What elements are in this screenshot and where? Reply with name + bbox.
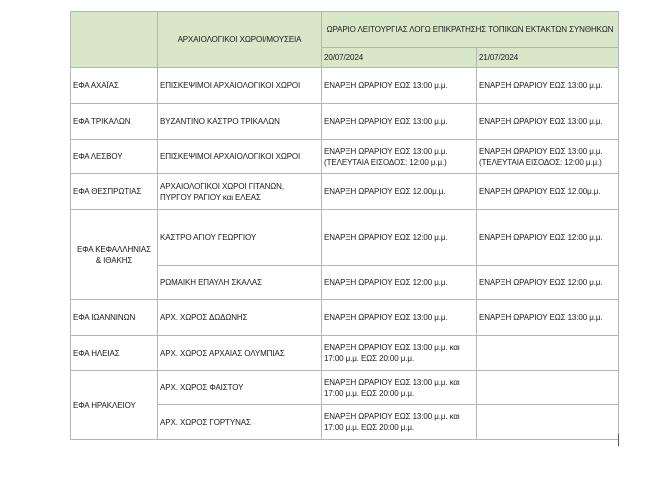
site-cell bbox=[158, 174, 322, 210]
site-cell: ΡΩΜΑΙΚΗ ΕΠΑΥΛΗ ΣΚΑΛΑΣ bbox=[158, 266, 322, 300]
table-row bbox=[71, 104, 619, 140]
efa-cell: ΕΦΑ ΗΡΑΚΛΕΙΟΥ bbox=[71, 371, 158, 440]
efa-line: & ΙΘΑΚΗΣ bbox=[95, 255, 133, 265]
hours-cell-date1: ΕΝΑΡΞΗ ΩΡΑΡΙΟΥ ΕΩΣ 13:00 μ.μ. bbox=[322, 300, 477, 336]
hours-line: (ΤΕΛΕΥΤΑΙΑ ΕΙΣΟΔΟΣ: 12:00 μ.μ.) bbox=[479, 157, 602, 167]
efa-cell: ΕΦΑ ΛΕΣΒΟΥ bbox=[71, 140, 158, 174]
hours-cell-date1: ΕΝΑΡΞΗ ΩΡΑΡΙΟΥ ΕΩΣ 12.00μ.μ. bbox=[322, 174, 477, 210]
efa-cell: ΕΦΑ ΙΩΑΝΝΙΝΩΝ bbox=[71, 300, 158, 336]
header-sites-cell bbox=[158, 12, 322, 68]
header-efa-cell bbox=[71, 12, 158, 68]
hours-cell-date2 bbox=[477, 371, 619, 405]
date-1-label: 20/07/2024 bbox=[324, 53, 364, 62]
table-row bbox=[71, 300, 619, 336]
header-row bbox=[71, 12, 619, 48]
site-cell: ΕΠΙΣΚΕΨΙΜΟΙ ΑΡΧΑΙΟΛΟΓΙΚΟΙ ΧΩΡΟΙ bbox=[158, 68, 322, 104]
site-cell: ΑΡΧ. ΧΩΡΟΣ ΦΑΙΣΤΟΥ bbox=[158, 371, 322, 405]
site-cell: ΑΡΧ. ΧΩΡΟΣ ΔΩΔΩΝΗΣ bbox=[158, 300, 322, 336]
table-row bbox=[71, 140, 619, 174]
efa-line: ΕΦΑ ΚΕΦΑΛΛΗΝΙΑΣ bbox=[76, 244, 151, 254]
hours-line: ΕΝΑΡΞΗ ΩΡΑΡΙΟΥ ΕΩΣ 13:00 μ.μ. bbox=[324, 146, 448, 156]
hours-line: 17:00 μ.μ. ΕΩΣ 20:00 μ.μ. bbox=[324, 388, 415, 398]
hours-cell-date1 bbox=[322, 371, 477, 405]
hours-cell-date2: ΕΝΑΡΞΗ ΩΡΑΡΙΟΥ ΕΩΣ 13:00 μ.μ. bbox=[477, 300, 619, 336]
site-cell: ΑΡΧ. ΧΩΡΟΣ ΑΡΧΑΙΑΣ ΟΛΥΜΠΙΑΣ bbox=[158, 336, 322, 371]
table-row bbox=[71, 174, 619, 210]
header-hours-label: ΩΡΑΡΙΟ ΛΕΙΤΟΥΡΓΙΑΣ ΛΟΓΩ ΕΠΙΚΡΑΤΗΣΗΣ ΤΟΠΙΚΩΝ ΕΚΤΑΚΤΩΝ ΣΥΝΘΗΚΩΝ bbox=[326, 25, 614, 34]
header-date-2 bbox=[477, 48, 619, 68]
site-cell: ΕΠΙΣΚΕΨΙΜΟΙ ΑΡΧΑΙΟΛΟΓΙΚΟΙ ΧΩΡΟΙ bbox=[158, 140, 322, 174]
efa-cell: ΕΦΑ ΤΡΙΚΑΛΩΝ bbox=[71, 104, 158, 140]
hours-cell-date1: ΕΝΑΡΞΗ ΩΡΑΡΙΟΥ ΕΩΣ 13:00 μ.μ. bbox=[322, 68, 477, 104]
efa-cell bbox=[71, 210, 158, 300]
hours-cell-date2: ΕΝΑΡΞΗ ΩΡΑΡΙΟΥ ΕΩΣ 12.00μ.μ. bbox=[477, 174, 619, 210]
site-cell: ΑΡΧ. ΧΩΡΟΣ ΓΟΡΤΥΝΑΣ bbox=[158, 405, 322, 440]
table-row bbox=[71, 336, 619, 371]
hours-cell-date2: ΕΝΑΡΞΗ ΩΡΑΡΙΟΥ ΕΩΣ 13:00 μ.μ. bbox=[477, 104, 619, 140]
hours-line: ΕΝΑΡΞΗ ΩΡΑΡΙΟΥ ΕΩΣ 13:00 μ.μ. bbox=[479, 146, 603, 156]
hours-line: ΕΝΑΡΞΗ ΩΡΑΡΙΟΥ ΕΩΣ 13:00 μ.μ. και bbox=[324, 412, 460, 421]
hours-cell-date1 bbox=[322, 336, 477, 371]
hours-cell-date2: ΕΝΑΡΞΗ ΩΡΑΡΙΟΥ ΕΩΣ 12:00 μ.μ. bbox=[477, 266, 619, 300]
efa-cell: ΕΦΑ ΑΧΑΪΑΣ bbox=[71, 68, 158, 104]
hours-cell-date1: ΕΝΑΡΞΗ ΩΡΑΡΙΟΥ ΕΩΣ 12:00 μ.μ. bbox=[322, 210, 477, 266]
hours-line: 17:00 μ.μ. ΕΩΣ 20:00 μ.μ. bbox=[324, 354, 415, 363]
hours-cell-date2 bbox=[477, 405, 619, 440]
site-line: ΑΡΧΑΙΟΛΟΓΙΚΟΙ ΧΩΡΟΙ ΓΙΤΑΝΩΝ, bbox=[160, 181, 284, 191]
hours-cell-date2: ΕΝΑΡΞΗ ΩΡΑΡΙΟΥ ΕΩΣ 12:00 μ.μ. bbox=[477, 210, 619, 266]
hours-cell-date2 bbox=[477, 336, 619, 371]
hours-cell-date1: ΕΝΑΡΞΗ ΩΡΑΡΙΟΥ ΕΩΣ 13:00 μ.μ. bbox=[322, 104, 477, 140]
efa-cell: ΕΦΑ ΘΕΣΠΡΩΤΙΑΣ bbox=[71, 174, 158, 210]
site-cell: ΒΥΖΑΝΤΙΝΟ ΚΑΣΤΡΟ ΤΡΙΚΑΛΩΝ bbox=[158, 104, 322, 140]
text-cursor-mark bbox=[618, 434, 619, 446]
site-cell: ΚΑΣΤΡΟ ΑΓΙΟΥ ΓΕΩΡΓΙΟΥ bbox=[158, 210, 322, 266]
schedule-table bbox=[70, 11, 619, 440]
hours-cell-date1: ΕΝΑΡΞΗ ΩΡΑΡΙΟΥ ΕΩΣ 12:00 μ.μ. bbox=[322, 266, 477, 300]
hours-line: 17:00 μ.μ. ΕΩΣ 20:00 μ.μ. bbox=[324, 423, 415, 432]
hours-cell-date1 bbox=[322, 405, 477, 440]
hours-line: (ΤΕΛΕΥΤΑΙΑ ΕΙΣΟΔΟΣ: 12:00 μ.μ.) bbox=[324, 157, 447, 167]
date-2-label: 21/07/2024 bbox=[479, 53, 519, 62]
table-row bbox=[71, 68, 619, 104]
hours-cell-date2 bbox=[477, 140, 619, 174]
table-row bbox=[71, 371, 619, 405]
efa-cell: ΕΦΑ ΗΛΕΙΑΣ bbox=[71, 336, 158, 371]
header-hours-cell bbox=[322, 12, 619, 48]
hours-cell-date1 bbox=[322, 140, 477, 174]
site-line: ΠΥΡΓΟΥ ΡΑΓΙΟΥ και ΕΛΕΑΣ bbox=[160, 192, 261, 202]
hours-cell-date2: ΕΝΑΡΞΗ ΩΡΑΡΙΟΥ ΕΩΣ 13:00 μ.μ. bbox=[477, 68, 619, 104]
hours-line: ΕΝΑΡΞΗ ΩΡΑΡΙΟΥ ΕΩΣ 13:00 μ.μ. και bbox=[324, 377, 460, 387]
table-row bbox=[71, 210, 619, 266]
header-sites-label: ΑΡΧΑΙΟΛΟΓΙΚΟΙ ΧΩΡΟΙ/ΜΟΥΣΕΙΑ bbox=[177, 35, 302, 44]
hours-line: ΕΝΑΡΞΗ ΩΡΑΡΙΟΥ ΕΩΣ 13:00 μ.μ. και bbox=[324, 343, 460, 352]
header-date-1 bbox=[322, 48, 477, 68]
